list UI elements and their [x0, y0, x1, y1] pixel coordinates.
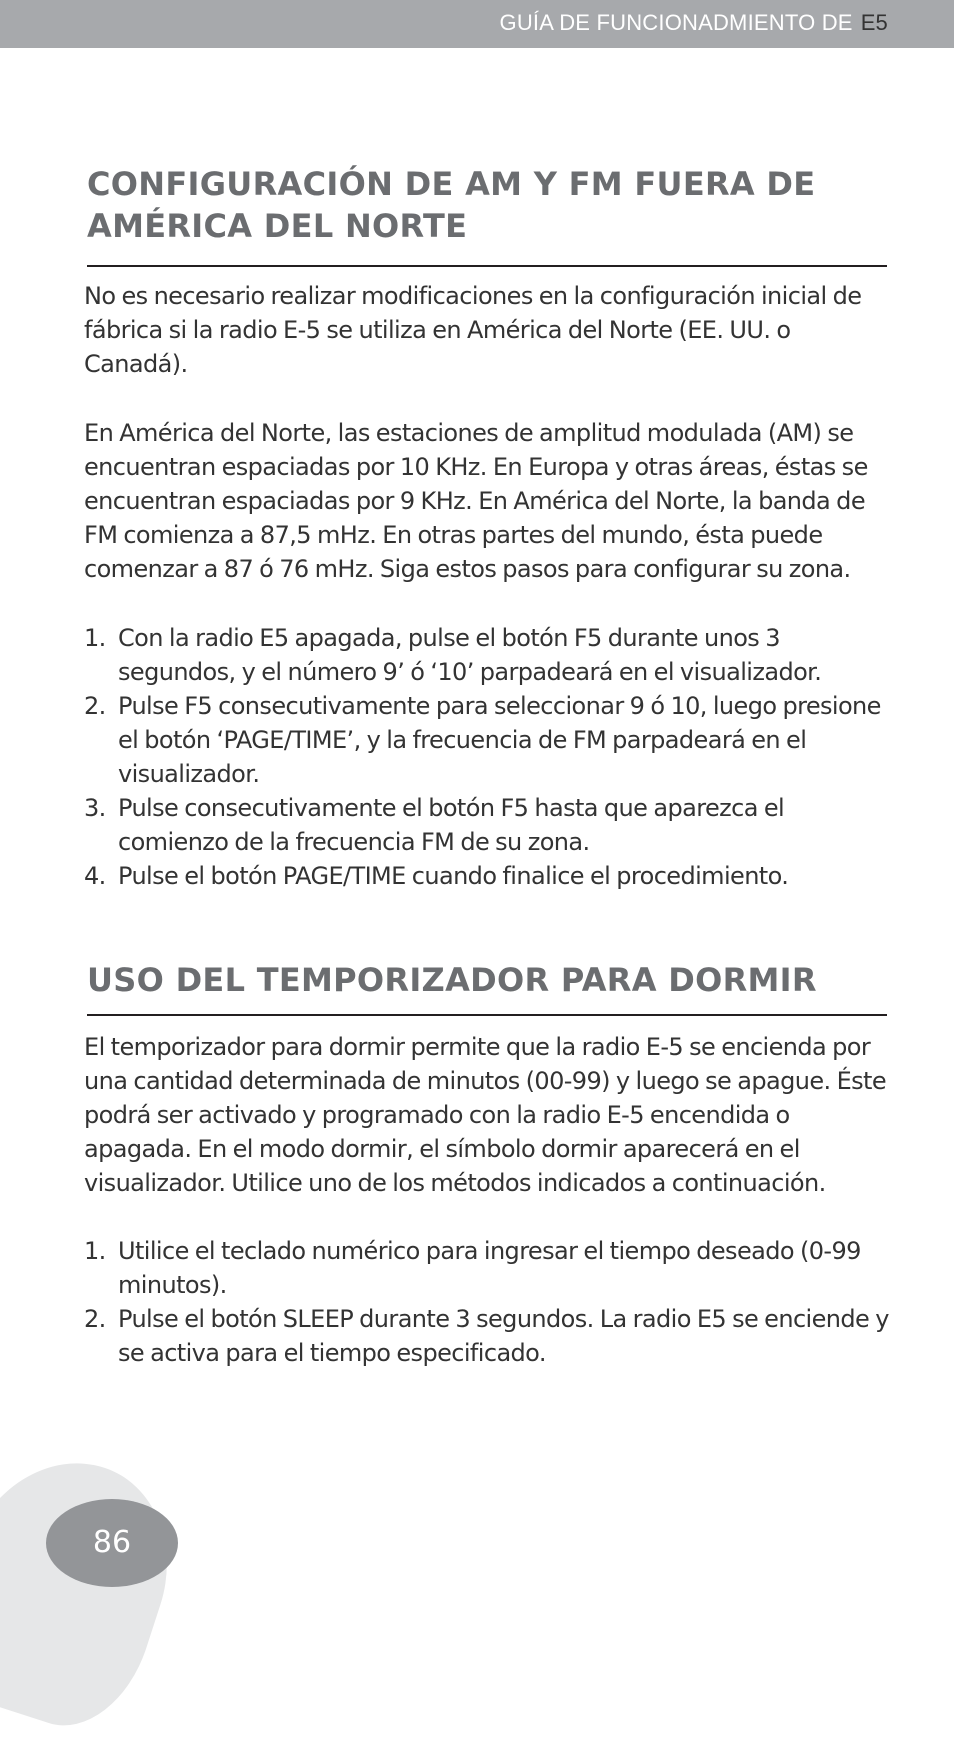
section-title-am-fm-line1: CONFIGURACIÓN DE AM Y FM FUERA DE [87, 165, 816, 203]
list-item [84, 791, 892, 859]
section-title-am-fm-line2: AMÉRICA DEL NORTE [87, 207, 468, 245]
list-item-number: 2. [84, 1305, 106, 1333]
list-item [84, 621, 892, 689]
list-item [84, 1302, 892, 1370]
list-item-text: Pulse el botón PAGE/TIME cuando finalice el procedimiento. [118, 862, 789, 890]
list-item-text: Utilice el teclado numérico para ingresar el tiempo deseado (0-99 minutos). [118, 1237, 861, 1299]
list-item-text: Pulse el botón SLEEP durante 3 segundos. La radio E5 se enciende y se activa para el tiempo especificado. [118, 1305, 889, 1367]
paragraph-factory-setup: No es necesario realizar modificaciones en la configuración inicial de fábrica si la radio E-5 se utiliza en América del Norte (EE. UU. o Canadá). [84, 282, 862, 378]
list-item-number: 3. [84, 794, 106, 822]
running-header-title: GUÍA DE FUNCIONADMIENTO DE [499, 10, 853, 35]
section-title-am-fm [87, 163, 887, 247]
page-number: 86 [92, 1525, 132, 1560]
page-corner-decoration [0, 1435, 195, 1744]
list-item-number: 1. [84, 624, 106, 652]
section-title-sleep-timer: USO DEL TEMPORIZADOR PARA DORMIR [87, 961, 817, 999]
running-header [500, 10, 888, 36]
list-item-number: 1. [84, 1237, 106, 1265]
list-item-text: Pulse consecutivamente el botón F5 hasta que aparezca el comienzo de la frecuencia FM de su zona. [118, 794, 785, 856]
list-item-number: 2. [84, 692, 106, 720]
section-divider-sleep-timer [87, 1014, 887, 1016]
paragraph-band-spacing: En América del Norte, las estaciones de amplitud modulada (AM) se encuentran espaciadas por 10 KHz. En Europa y otras áreas, éstas se encuentran espaciadas por 9 KHz. En América del Norte, la banda de FM comienza a 87,5 mHz. En otras partes del mundo, ésta puede comenzar a 87 ó 76 mHz. Siga estos pasos para configurar su zona. [84, 419, 868, 583]
list-item-text: Pulse F5 consecutivamente para seleccionar 9 ó 10, luego presione el botón ‘PAGE/TIME’, y la frecuencia de FM parpadeará en el visualizador. [118, 692, 881, 788]
steps-list-am-fm [84, 621, 892, 893]
list-item [84, 859, 892, 893]
paragraph-sleep-timer: El temporizador para dormir permite que la radio E-5 se encienda por una cantidad determinada de minutos (00-99) y luego se apague. Éste podrá ser activado y programado con la radio E-5 encendida o apagada. En el modo dormir, el símbolo dormir aparecerá en el visualizador. Utilice uno de los métodos indicados a continuación. [84, 1033, 887, 1197]
list-item-number: 4. [84, 862, 106, 890]
steps-list-sleep-timer [84, 1234, 892, 1370]
list-item [84, 689, 892, 791]
list-item [84, 1234, 892, 1302]
running-header-model: E5 [860, 10, 888, 35]
list-item-text: Con la radio E5 apagada, pulse el botón F5 durante unos 3 segundos, y el número 9’ ó ‘10’ parpadeará en el visualizador. [118, 624, 822, 686]
section-divider-am-fm [87, 265, 887, 267]
